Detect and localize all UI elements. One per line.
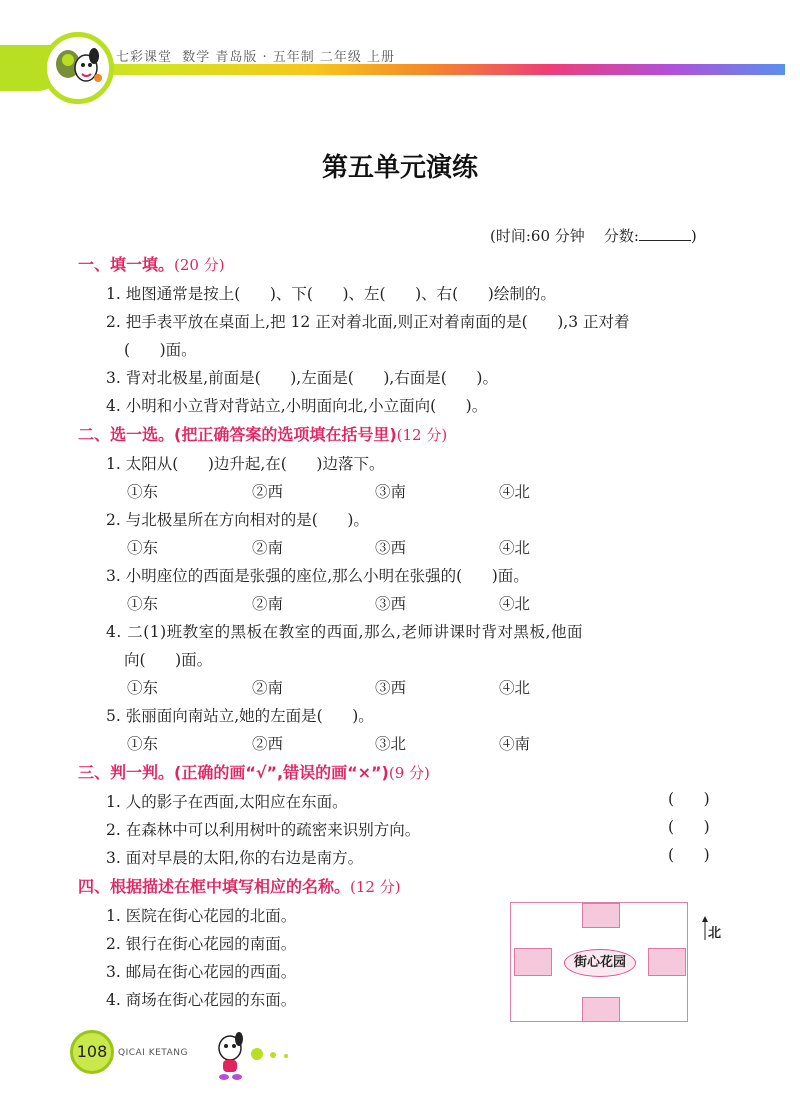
section-title: 三、判一判。(正确的画“√”,错误的画“×”)	[78, 763, 389, 782]
choice-question-4: 4. 二(1)班教室的黑板在教室的西面,那么,老师讲课时背对黑板,他面	[106, 623, 583, 641]
footer-dot-medium	[270, 1052, 276, 1058]
map-item-2: 2. 银行在街心花园的南面。	[106, 935, 297, 953]
west-answer-box[interactable]	[514, 948, 552, 976]
map-item-4: 4. 商场在街心花园的东面。	[106, 991, 297, 1009]
choice-4-option-1[interactable]: ①东	[127, 679, 159, 697]
choice-question-5: 5. 张丽面向南站立,她的左面是( )。	[106, 707, 374, 725]
section-title: 一、填一填。	[78, 255, 175, 274]
fill-question-4: 4. 小明和小立背对背站立,小明面向北,小立面向( )。	[106, 397, 488, 415]
north-label: 北	[708, 926, 722, 941]
close-paren: )	[690, 227, 697, 245]
choice-1-option-4[interactable]: ④北	[499, 483, 531, 501]
judge-answer-2[interactable]: ( )	[668, 818, 710, 836]
judge-question-1: 1. 人的影子在西面,太阳应在东面。	[106, 793, 348, 811]
section-title: 二、选一选。(把正确答案的选项填在括号里)	[78, 425, 397, 444]
judge-answer-3[interactable]: ( )	[668, 846, 710, 864]
section-heading-map	[78, 874, 401, 897]
footer-dot-small	[284, 1054, 288, 1058]
east-answer-box[interactable]	[648, 948, 686, 976]
map-item-3: 3. 邮局在街心花园的西面。	[106, 963, 297, 981]
choice-4-option-4[interactable]: ④北	[499, 679, 531, 697]
choice-5-option-2[interactable]: ②西	[252, 735, 284, 753]
north-answer-box[interactable]	[582, 903, 620, 928]
choice-2-option-1[interactable]: ①东	[127, 539, 159, 557]
choice-5-option-4[interactable]: ④南	[499, 735, 531, 753]
choice-2-option-2[interactable]: ②南	[252, 539, 284, 557]
footer-dot-large	[251, 1048, 263, 1060]
choice-2-option-4[interactable]: ④北	[499, 539, 531, 557]
page-number: 108	[70, 1030, 114, 1074]
section-points: (12 分)	[350, 878, 401, 896]
fill-question-1: 1. 地图通常是按上( )、下( )、左( )、右( )绘制的。	[106, 285, 556, 303]
judge-question-3: 3. 面对早晨的太阳,你的右边是南方。	[106, 849, 364, 867]
fill-question-2: 2. 把手表平放在桌面上,把 12 正对着北面,则正对着南面的是( ),3 正对着	[106, 313, 630, 331]
fill-question-2-cont: ( )面。	[124, 341, 197, 359]
section-points: (9 分)	[388, 764, 430, 782]
time-label: (时间:60 分钟	[490, 227, 585, 245]
time-score-line	[490, 225, 697, 246]
footer-mascot-icon	[210, 1030, 250, 1082]
header-color-bar	[0, 64, 785, 75]
choice-5-option-3[interactable]: ③北	[375, 735, 407, 753]
choice-1-option-2[interactable]: ②西	[252, 483, 284, 501]
header-title: 七彩课堂 数学 青岛版 · 五年制 二年级 上册	[116, 50, 396, 65]
choice-2-option-3[interactable]: ③西	[375, 539, 407, 557]
mascot-icon	[48, 38, 106, 94]
section-points: (20 分)	[174, 256, 225, 274]
page-title: 第五单元演练	[321, 153, 478, 183]
map-frame	[510, 902, 688, 1022]
choice-4-option-3[interactable]: ③西	[375, 679, 407, 697]
choice-question-3: 3. 小明座位的西面是张强的座位,那么小明在张强的( )面。	[106, 567, 529, 585]
choice-3-option-2[interactable]: ②南	[252, 595, 284, 613]
score-label: 分数:	[603, 227, 639, 245]
section-title: 四、根据描述在框中填写相应的名称。	[78, 877, 351, 896]
choice-5-option-1[interactable]: ①东	[127, 735, 159, 753]
section-heading-choice	[78, 422, 447, 445]
map-item-1: 1. 医院在街心花园的北面。	[106, 907, 297, 925]
choice-1-option-1[interactable]: ①东	[127, 483, 159, 501]
choice-1-option-3[interactable]: ③南	[375, 483, 407, 501]
choice-3-option-3[interactable]: ③西	[375, 595, 407, 613]
judge-answer-1[interactable]: ( )	[668, 790, 710, 808]
footer-brand: QICAI KETANG	[118, 1048, 188, 1058]
section-heading-fill	[78, 252, 225, 275]
choice-question-2: 2. 与北极星所在方向相对的是( )。	[106, 511, 369, 529]
south-answer-box[interactable]	[582, 997, 620, 1022]
choice-question-1: 1. 太阳从( )边升起,在( )边落下。	[106, 455, 385, 473]
score-blank[interactable]	[639, 226, 691, 241]
choice-3-option-4[interactable]: ④北	[499, 595, 531, 613]
fill-question-3: 3. 背对北极星,前面是( ),左面是( ),右面是( )。	[106, 369, 498, 387]
choice-question-4-cont: 向( )面。	[124, 651, 213, 669]
center-garden-label: 街心花园	[564, 949, 636, 977]
section-points: (12 分)	[396, 426, 448, 444]
choice-4-option-2[interactable]: ②南	[252, 679, 284, 697]
judge-question-2: 2. 在森林中可以利用树叶的疏密来识别方向。	[106, 821, 421, 839]
choice-3-option-1[interactable]: ①东	[127, 595, 159, 613]
section-heading-judge	[78, 760, 430, 783]
